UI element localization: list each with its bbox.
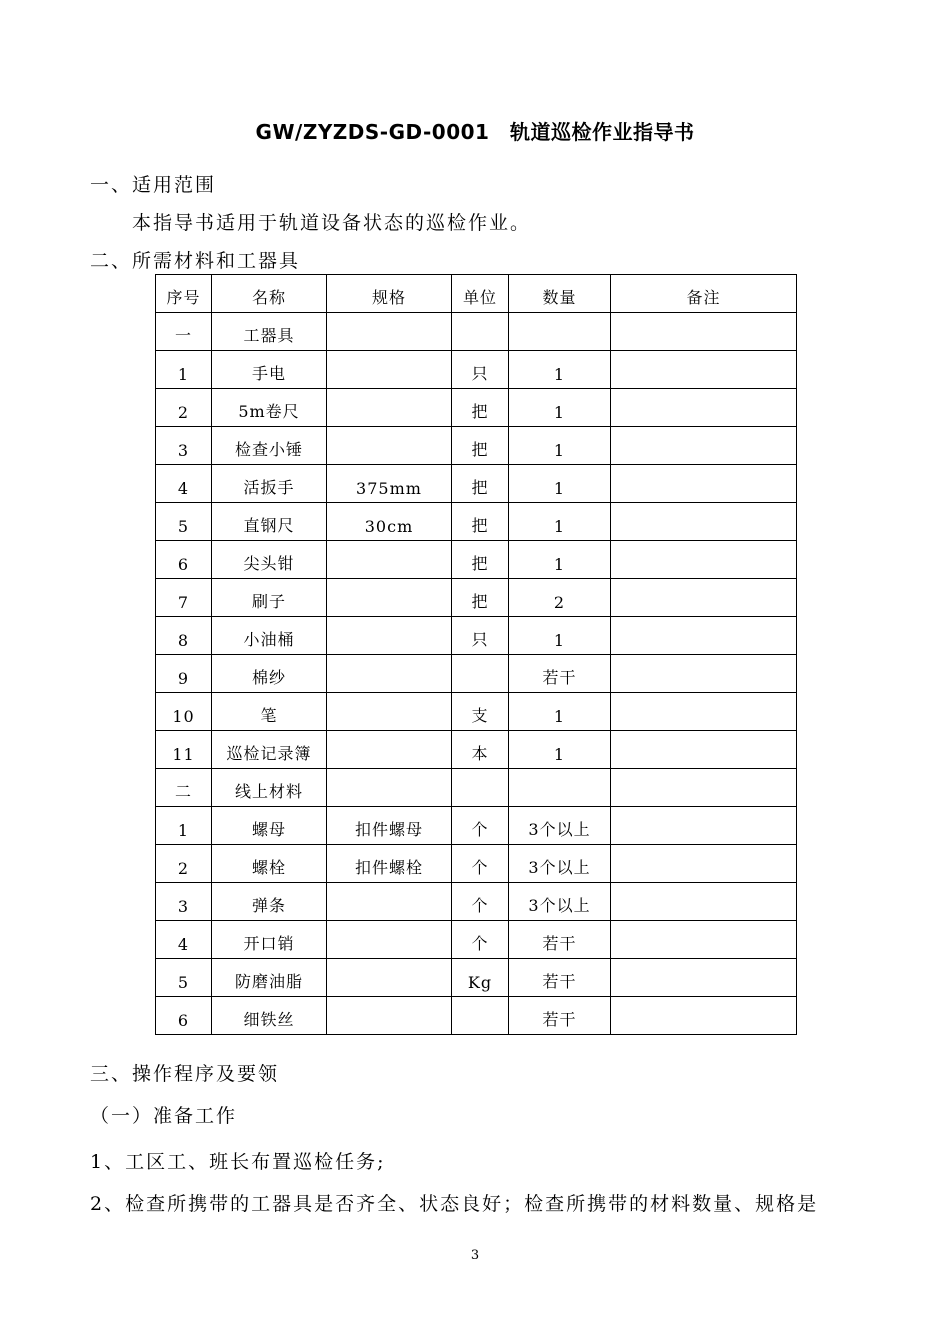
table-cell-index: 一 [156,313,212,351]
table-cell-unit: 只 [452,351,509,389]
table-cell-remarks [611,541,797,579]
table-cell-unit: 把 [452,579,509,617]
table-cell-name: 直钢尺 [212,503,327,541]
table-cell-spec: 30cm [327,503,452,541]
table-cell-unit: 本 [452,731,509,769]
table-cell-unit: 把 [452,541,509,579]
table-cell-spec [327,579,452,617]
table-cell-quantity: 1 [509,465,611,503]
table-cell-remarks [611,883,797,921]
table-cell-quantity: 3个以上 [509,807,611,845]
table-cell-unit [452,313,509,351]
table-cell-remarks [611,769,797,807]
table-cell-spec: 扣件螺母 [327,807,452,845]
table-cell-name: 尖头钳 [212,541,327,579]
table-cell-name: 刷子 [212,579,327,617]
header-cell-unit: 单位 [452,275,509,313]
document-title: GW/ZYZDS-GD-0001 轨道巡检作业指导书 [255,120,695,144]
table-cell-index: 6 [156,541,212,579]
table-cell-quantity: 3个以上 [509,845,611,883]
table-cell-quantity: 1 [509,351,611,389]
table-cell-name: 小油桶 [212,617,327,655]
table-cell-name: 线上材料 [212,769,327,807]
table-cell-name: 手电 [212,351,327,389]
table-row [156,351,797,389]
table-cell-remarks [611,503,797,541]
table-row [156,465,797,503]
table-cell-remarks [611,959,797,997]
table-cell-name: 5m卷尺 [212,389,327,427]
table-row [156,617,797,655]
table-cell-name: 螺母 [212,807,327,845]
table-row [156,731,797,769]
table-cell-spec [327,693,452,731]
table-cell-index: 8 [156,617,212,655]
header-cell-index: 序号 [156,275,212,313]
table-cell-quantity: 1 [509,731,611,769]
table-cell-unit: 只 [452,617,509,655]
table-row [156,655,797,693]
table-cell-remarks [611,617,797,655]
procedure-item-1: 1、工区工、班长布置巡检任务; [90,1151,386,1173]
table-cell-name: 防磨油脂 [212,959,327,997]
table-cell-unit [452,997,509,1035]
table-cell-index: 2 [156,845,212,883]
table-cell-spec [327,921,452,959]
table-row [156,921,797,959]
table-cell-unit: 个 [452,883,509,921]
table-cell-index: 2 [156,389,212,427]
table-cell-remarks [611,693,797,731]
table-cell-spec: 375mm [327,465,452,503]
table-cell-index: 3 [156,883,212,921]
table-cell-quantity: 1 [509,503,611,541]
table-cell-name: 工器具 [212,313,327,351]
table-cell-index: 4 [156,921,212,959]
header-cell-remarks: 备注 [611,275,797,313]
page-number: 3 [470,1248,480,1263]
table-body [156,313,797,1035]
table-cell-name: 弹条 [212,883,327,921]
table-row [156,769,797,807]
table-cell-index: 10 [156,693,212,731]
table-cell-quantity: 1 [509,541,611,579]
table-cell-spec: 扣件螺栓 [327,845,452,883]
table-cell-index: 9 [156,655,212,693]
table-cell-remarks [611,655,797,693]
table-row [156,807,797,845]
table-cell-spec [327,769,452,807]
table-cell-spec [327,655,452,693]
table-row [156,541,797,579]
table-header-row [156,275,797,313]
header-cell-spec: 规格 [327,275,452,313]
table-row [156,883,797,921]
table-cell-quantity [509,313,611,351]
header-cell-quantity: 数量 [509,275,611,313]
table-cell-spec [327,883,452,921]
table-cell-spec [327,313,452,351]
table-row [156,997,797,1035]
table-row [156,693,797,731]
scope-body: 本指导书适用于轨道设备状态的巡检作业。 [132,212,532,234]
table-cell-quantity: 若干 [509,959,611,997]
table-row [156,959,797,997]
table-row [156,427,797,465]
table-cell-index: 5 [156,503,212,541]
table-cell-index: 1 [156,807,212,845]
table-cell-index: 二 [156,769,212,807]
table-cell-quantity [509,769,611,807]
table-cell-name: 检查小锤 [212,427,327,465]
table-cell-quantity: 1 [509,693,611,731]
table-cell-unit: 个 [452,921,509,959]
table-cell-name: 开口销 [212,921,327,959]
table-cell-remarks [611,427,797,465]
table-cell-remarks [611,731,797,769]
table-cell-unit: 把 [452,389,509,427]
table-cell-remarks [611,465,797,503]
table-cell-spec [327,997,452,1035]
table-cell-name: 棉纱 [212,655,327,693]
table-cell-quantity: 2 [509,579,611,617]
table-cell-spec [327,959,452,997]
section-heading-materials: 二、所需材料和工器具 [90,250,301,272]
table-cell-remarks [611,389,797,427]
table-cell-index: 3 [156,427,212,465]
table-cell-unit: 个 [452,845,509,883]
table-cell-index: 1 [156,351,212,389]
table-cell-unit [452,769,509,807]
table-cell-spec [327,541,452,579]
table-cell-quantity: 1 [509,427,611,465]
table-cell-index: 7 [156,579,212,617]
table-cell-name: 巡检记录簿 [212,731,327,769]
table-cell-quantity: 1 [509,617,611,655]
table-cell-index: 4 [156,465,212,503]
table-cell-unit [452,655,509,693]
table-cell-index: 6 [156,997,212,1035]
table-row [156,845,797,883]
table-cell-unit: 把 [452,427,509,465]
table-cell-remarks [611,579,797,617]
section-heading-scope: 一、适用范围 [90,174,217,196]
table-cell-index: 11 [156,731,212,769]
table-cell-remarks [611,997,797,1035]
procedure-item-2: 2、检查所携带的工器具是否齐全、状态良好；检查所携带的材料数量、规格是 [90,1193,819,1215]
table-row [156,313,797,351]
table-cell-unit: Kg [452,959,509,997]
table-cell-spec [327,351,452,389]
table-cell-unit: 个 [452,807,509,845]
table-cell-quantity: 3个以上 [509,883,611,921]
table-cell-quantity: 若干 [509,997,611,1035]
table-cell-name: 细铁丝 [212,997,327,1035]
table-row [156,579,797,617]
table-row [156,503,797,541]
table-cell-unit: 把 [452,465,509,503]
table-cell-spec [327,731,452,769]
header-cell-name: 名称 [212,275,327,313]
table-cell-quantity: 若干 [509,921,611,959]
table-cell-remarks [611,921,797,959]
table-cell-index: 5 [156,959,212,997]
table-cell-spec [327,617,452,655]
table-row [156,389,797,427]
table-cell-name: 螺栓 [212,845,327,883]
table-cell-remarks [611,845,797,883]
table-cell-spec [327,427,452,465]
table-cell-spec [327,389,452,427]
table-cell-name: 活扳手 [212,465,327,503]
materials-table [155,274,797,1035]
subsection-preparation: （一）准备工作 [90,1105,238,1127]
table-cell-unit: 支 [452,693,509,731]
table-cell-unit: 把 [452,503,509,541]
table-cell-quantity: 1 [509,389,611,427]
section-heading-procedure: 三、操作程序及要领 [90,1063,280,1085]
table-cell-remarks [611,807,797,845]
table-cell-remarks [611,351,797,389]
table-cell-remarks [611,313,797,351]
table-cell-quantity: 若干 [509,655,611,693]
table-cell-name: 笔 [212,693,327,731]
